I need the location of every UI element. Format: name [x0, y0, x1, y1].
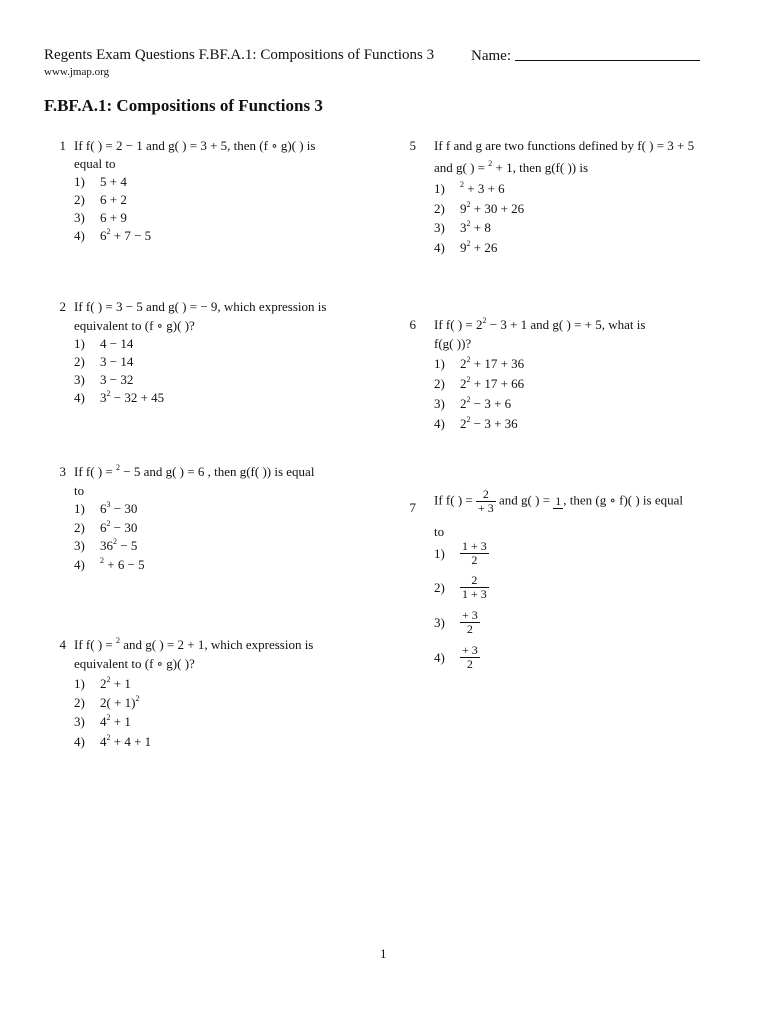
name-field [471, 47, 700, 65]
website-label: www.jmap.org [44, 66, 110, 78]
answer-option: 4) $^2$ + 6 − 5 [74, 556, 145, 572]
answer-option: 2) $9^2 + 30 + 26$ [434, 200, 525, 216]
answer-option: 3) $36^2 - 5$ [74, 537, 138, 553]
question-text-line: If f( ) = $2^2 - 3 + 1$ and g( ) = + 5, what is [434, 316, 646, 332]
answer-option: 1) 4 − 14 [74, 336, 134, 351]
answer-option: 4) $3^2 - 32 + 45$ [74, 389, 165, 405]
question-text-line: equivalent to (f ∘ g)( )? [74, 318, 195, 333]
document-header-title: Regents Exam Questions F.BF.A.1: Compositions of Functions 3 [44, 47, 435, 63]
question-text-line: If f( ) = $^2$ and g( ) = 2 + 1, which expression is [74, 636, 314, 652]
answer-option: 4) $4^2 + 4 + 1$ [74, 733, 152, 749]
answer-option: 3) 6 + 9 [74, 210, 127, 225]
question-text-line: If f( ) = 2 − 1 and g( ) = 3 + 5, then (f ∘ g)( ) is [74, 138, 316, 153]
question-number: 7 [409, 500, 416, 515]
question-text-line: to [434, 524, 445, 539]
answer-option: 1) $2^2 + 17 + 36$ [434, 355, 525, 371]
answer-option: 2) $2( + 1)^2$ [74, 694, 140, 710]
question-number: 4 [59, 637, 66, 652]
question-text-line: equivalent to (f ∘ g)( )? [74, 656, 195, 671]
question-text-line: If f( ) = 3 − 5 and g( ) = − 9, which expression is [74, 299, 327, 314]
answer-option: 4) $\frac{+ 3}{2}$ [434, 643, 478, 671]
answer-option: 1) $\frac{1 + 3}{2}$ [434, 539, 487, 567]
name-blank-line [515, 47, 700, 61]
question-text-line: If f( ) = $^2$ − 5 and g( ) = 6 , then g(f( )) is equal [74, 463, 315, 479]
question-text-line: and g( ) = $^2$ + 1, then g(f( )) is [434, 159, 589, 175]
answer-option: 4) $2^2 - 3 + 36$ [434, 415, 518, 431]
answer-option: 4) $9^2 + 26$ [434, 239, 498, 255]
answer-option: 2) 6 + 2 [74, 192, 127, 207]
answer-option: 3) $3^2 + 8$ [434, 219, 491, 235]
question-text-line: f(g( ))? [434, 336, 472, 351]
question-number: 5 [409, 138, 416, 153]
question-text-line: to [74, 483, 85, 498]
page-number: 1 [380, 946, 387, 961]
section-title: F.BF.A.1: Compositions of Functions 3 [44, 96, 323, 115]
question-text-line: equal to [74, 156, 116, 171]
answer-option: 3) $2^2 - 3 + 6$ [434, 395, 512, 411]
answer-option: 2) 3 − 14 [74, 354, 134, 369]
name-label: Name: [471, 48, 511, 64]
answer-option: 1) $6^3 - 30$ [74, 500, 138, 516]
question-text-line: If f and g are two functions defined by f( ) = 3 + 5 [434, 138, 695, 153]
question-text-line: If f( ) = $\frac{2}{+ 3}$ and g( ) = 1 , then (g ∘ f)( ) is equal [434, 487, 684, 515]
answer-option: 2) $6^2 - 30$ [74, 519, 138, 535]
question-number: 1 [59, 138, 66, 153]
answer-option: 1) 5 + 4 [74, 174, 127, 189]
answer-option: 2) $2^2 + 17 + 66$ [434, 375, 525, 391]
answer-option: 4) $6^2 + 7 - 5$ [74, 227, 152, 243]
answer-option: 1) $2^2 + 1$ [74, 675, 131, 691]
question-number: 3 [59, 464, 66, 479]
fraction-g: 1 [555, 493, 562, 508]
answer-option: 2) $\frac{2}{1 + 3}$ [434, 573, 487, 601]
answer-option: 3) $\frac{+ 3}{2}$ [434, 608, 478, 636]
answer-option: 3) $4^2 + 1$ [74, 713, 131, 729]
question-number: 6 [409, 317, 416, 332]
answer-option: 1) $^2$ + 3 + 6 [434, 180, 505, 196]
question-number: 2 [59, 299, 66, 314]
fraction-f: $\frac{2}{+ 3}$ [477, 487, 494, 515]
answer-option: 3) 3 − 32 [74, 372, 134, 387]
